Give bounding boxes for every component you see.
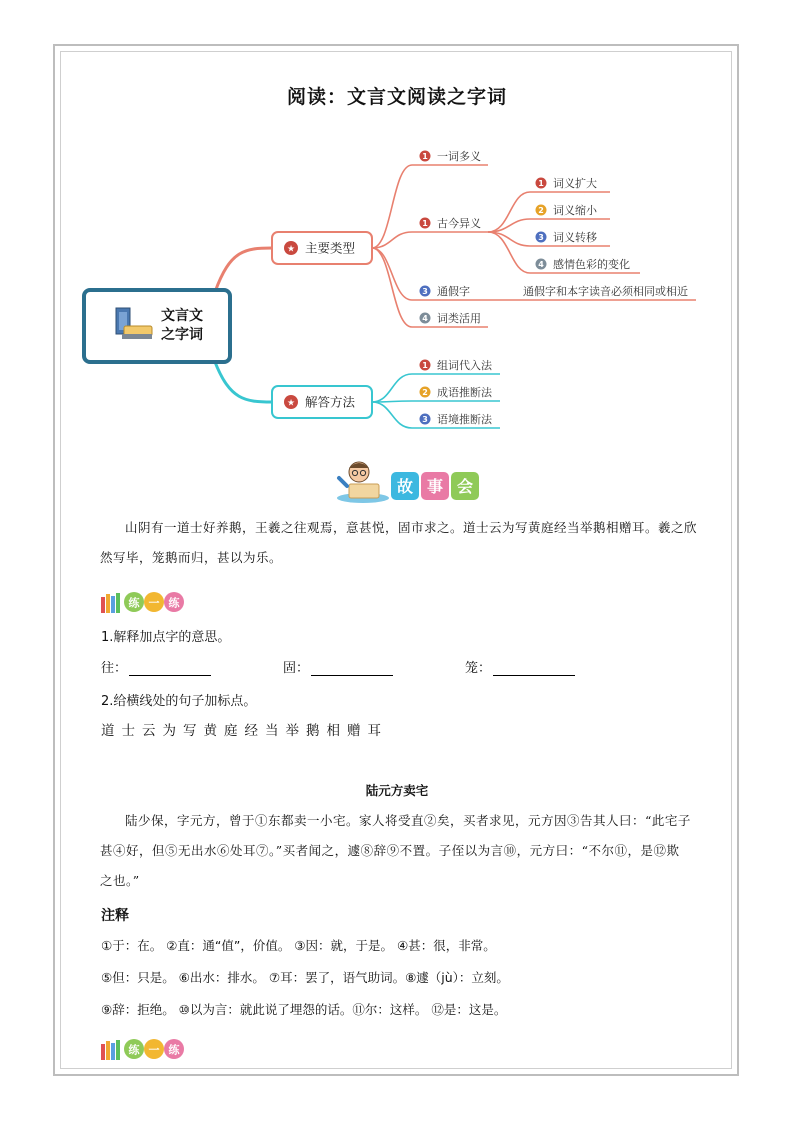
item-cilei-huoyong: 词类活用 [437,312,481,325]
answer-blank-gu[interactable] [311,661,393,676]
pencils-icon [101,1040,120,1060]
punctuation-sentence[interactable]: 道士云为写黄庭经当举鹅相赠耳 [101,723,388,739]
branch1-line-2 [372,232,488,248]
root-label-1: 文言文 [161,308,203,324]
svg-text:2: 2 [422,388,428,397]
svg-text:1: 1 [422,152,428,161]
banner-char-2: 事 [426,477,444,496]
answer-row [465,657,575,676]
sub-item-zhuanyi: 词义转移 [553,231,597,244]
item-tongjiazi-note: 通假字和本字读音必须相同或相近 [523,285,688,298]
method-zuci: 组词代入法 [437,359,492,372]
svg-text:4: 4 [538,260,544,269]
sub-item-suoxiao: 词义缩小 [553,204,597,217]
svg-text:1: 1 [422,361,428,370]
svg-text:练: 练 [168,596,180,610]
svg-text:4: 4 [422,314,428,323]
notes-title: 注释 [101,908,129,924]
root-label-2: 之字词 [161,327,203,343]
svg-text:★: ★ [286,244,296,255]
root-to-branch1-line [215,248,272,292]
label-gu: 固： [283,661,310,676]
answer-blank-long[interactable] [493,661,575,676]
root-node [84,290,230,362]
label-wang: 往： [101,661,128,676]
story-line-1: 山阴有一道士好养鹅，王羲之往观焉，意甚悦，固市求之。道士云为写黄庭经当举鹅相赠耳。羲之欣 [125,520,698,535]
story-line-2: 然写毕，笼鹅而归，甚以为乐。 [100,550,283,565]
svg-text:3: 3 [538,233,544,242]
item-gujin-yiyi: 古今异义 [437,217,481,230]
question-1: 1.解释加点字的意思。 [101,630,231,645]
method-chengyu: 成语推断法 [437,386,492,399]
question-2: 2.给横线处的句子加标点。 [101,694,257,709]
method-yujing: 语境推断法 [437,413,492,426]
passage-line-3: 之也。” [100,873,140,888]
answer-row [101,657,211,676]
svg-text:练: 练 [128,596,140,610]
svg-text:一: 一 [148,1043,160,1057]
branch2-line-2 [372,401,500,402]
branch1-line-1 [372,165,488,248]
branch1-label: 主要类型 [305,240,356,256]
notes-line-2: ⑤但：只是。 ⑥出水：排水。 ⑦耳：罢了，语气助词。⑧遽（jù）：立刻。 [101,970,509,985]
svg-text:练: 练 [168,1043,180,1057]
practice-banner [99,589,189,615]
banner-char-3: 会 [456,477,474,496]
passage-line-2: 甚④好，但⑤无出水⑥处耳⑦。”买者闻之，遽⑧辞⑨不置。子侄以为言⑩，元方曰：“不尔⑪，是⑫欺 [100,843,680,858]
svg-text:2: 2 [538,206,544,215]
notes-line-1: ①于：在。 ②直：通“值”，价值。 ③因：就，于是。 ④甚：很，非常。 [101,938,496,953]
story-paragraph [100,513,720,573]
notes-line-3: ⑨辞：拒绝。 ⑩以为言：就此说了埋怨的话。⑪尔：这样。 ⑫是：这是。 [101,1002,507,1017]
svg-text:3: 3 [422,415,428,424]
branch2-label: 解答方法 [305,394,356,410]
svg-text:★: ★ [286,398,296,409]
pencils-icon [101,593,120,613]
svg-text:练: 练 [128,1043,140,1057]
svg-text:1: 1 [422,219,428,228]
item-tongjiazi: 通假字 [437,285,470,298]
practice-banner [99,1036,189,1062]
page-title: 阅读：文言文阅读之字词 [286,86,507,108]
sub-item-ganqing: 感情色彩的变化 [553,258,630,271]
label-long: 笼： [465,661,492,676]
mind-map [0,0,794,470]
passage-title: 陆元方卖宅 [365,783,429,798]
banner-char-1: 故 [396,477,414,496]
svg-text:3: 3 [422,287,428,296]
passage-paragraph [100,806,720,896]
answer-row [283,657,393,676]
story-banner [335,458,485,506]
svg-text:1: 1 [538,179,544,188]
item-yici-duoyi: 一词多义 [437,150,481,163]
root-to-branch2-line [215,362,272,402]
sub-item-kuoda: 词义扩大 [553,177,597,190]
answer-blank-wang[interactable] [129,661,211,676]
passage-line-1: 陆少保，字元方，曾于①东都卖一小宅。家人将受直②矣，买者求见，元方因③告其人曰：“此宅子 [125,813,691,828]
reading-child-icon [337,462,389,503]
svg-text:一: 一 [148,596,160,610]
